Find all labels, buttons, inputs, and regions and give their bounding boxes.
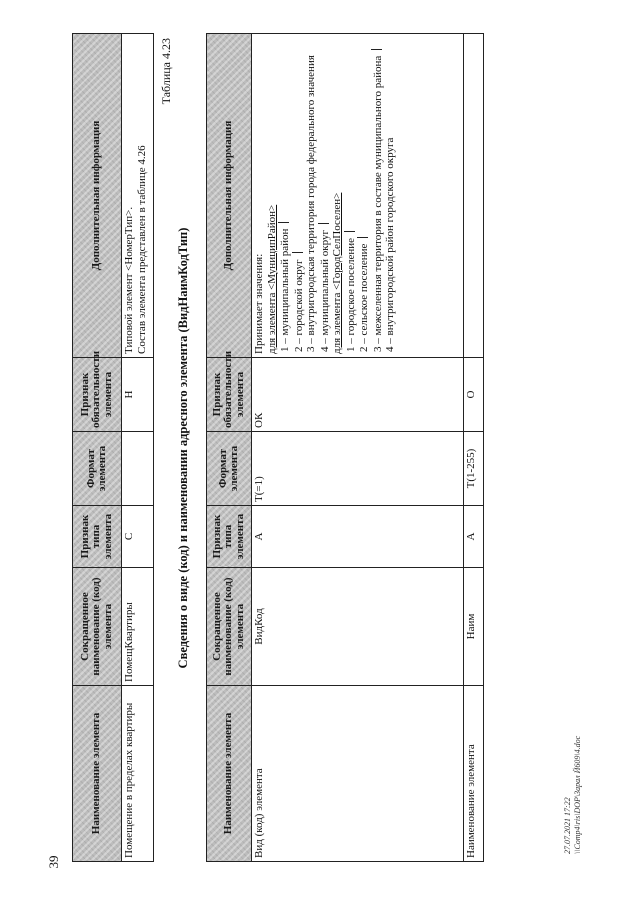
cell-code: Наим	[464, 568, 484, 686]
cell-type: С	[122, 506, 154, 568]
header-code: Сокращенное наименование (код) элемента	[73, 568, 122, 686]
value-line: 1 – муниципальный район	[278, 37, 292, 354]
table-row	[122, 34, 154, 862]
header-type: Признак типа элемента	[73, 506, 122, 568]
group-2-title: для элемента <ГородСелПоселен>	[331, 192, 343, 354]
info-line: Типовой элемент <НомерТип>.	[123, 206, 135, 354]
cell-format	[122, 432, 154, 506]
value-line: 2 – сельское поселение	[357, 37, 371, 354]
cell-code: ВидКод	[252, 568, 464, 686]
table-caption: Таблица 4.23	[159, 38, 173, 105]
value-line: 4 – внутригородской район городского округа	[384, 137, 396, 352]
header-name: Наименование элемента	[73, 686, 122, 862]
cell-type: А	[252, 506, 464, 568]
cursor-bar	[357, 237, 368, 238]
cell-format: Т(1-255)	[464, 432, 484, 506]
header-format: Формат элемента	[207, 432, 252, 506]
file-footer	[563, 704, 593, 854]
cursor-bar	[292, 252, 303, 253]
footer-file-path: \\Comp4\ris\DOP\Зарал Й609\4.doc	[573, 735, 582, 854]
table-caption-block	[158, 34, 206, 862]
footer-timestamp: 27.07.2021 17:22	[563, 797, 572, 854]
cell-name: Вид (код) элемента	[252, 686, 464, 862]
table-2-container	[206, 34, 482, 862]
header-format: Формат элемента	[73, 432, 122, 506]
cursor-bar	[318, 223, 329, 224]
value-line: 2 – городской округ	[292, 37, 306, 354]
cell-required: ОК	[252, 358, 464, 432]
header-code: Сокращенное наименование (код) элемента	[207, 568, 252, 686]
cell-type: А	[464, 506, 484, 568]
cell-info	[252, 34, 464, 358]
header-name: Наименование элемента	[207, 686, 252, 862]
cursor-bar	[371, 49, 382, 50]
table-1	[72, 33, 154, 862]
header-required: Признак обязательности элемента	[73, 358, 122, 432]
table-1-header-row	[73, 34, 122, 862]
cell-required: О	[464, 358, 484, 432]
table-row	[464, 34, 484, 862]
info-line: Состав элемента представлен в таблице 4.26	[135, 145, 148, 354]
cell-info	[464, 34, 484, 358]
info-intro: Принимает значения:	[253, 253, 265, 354]
table-1-container	[72, 34, 152, 862]
cell-info	[122, 34, 154, 358]
group-1-title: для элемента <МуниципРайон>	[265, 204, 278, 354]
cell-code: ПомещКвартиры	[122, 568, 154, 686]
table-2	[206, 33, 484, 862]
page-number: 39	[46, 855, 61, 869]
cell-required: Н	[122, 358, 154, 432]
value-line: 3 – межселенная территория в составе муниципального района	[371, 37, 385, 354]
table-title: Сведения о виде (код) и наименовании адресного элемента (ВидНаимКодТип)	[176, 227, 190, 669]
cell-name: Помещение в пределах квартиры	[122, 686, 154, 862]
header-info: Дополнительная информация	[73, 34, 122, 358]
value-line: 3 – внутригородская территория города федерального значения	[305, 55, 317, 352]
cell-name: Наименование элемента	[464, 686, 484, 862]
cursor-bar	[344, 231, 355, 232]
cell-format: Т(=1)	[252, 432, 464, 506]
header-required: Признак обязательности элемента	[207, 358, 252, 432]
cursor-bar	[278, 222, 289, 223]
value-line: 4 – муниципальный округ	[318, 37, 332, 354]
header-info: Дополнительная информация	[207, 34, 252, 358]
page-number-box	[40, 820, 68, 904]
table-row	[252, 34, 464, 862]
header-type: Признак типа элемента	[207, 506, 252, 568]
value-line: 1 – городское поселение	[344, 37, 358, 354]
table-2-header-row	[207, 34, 252, 862]
